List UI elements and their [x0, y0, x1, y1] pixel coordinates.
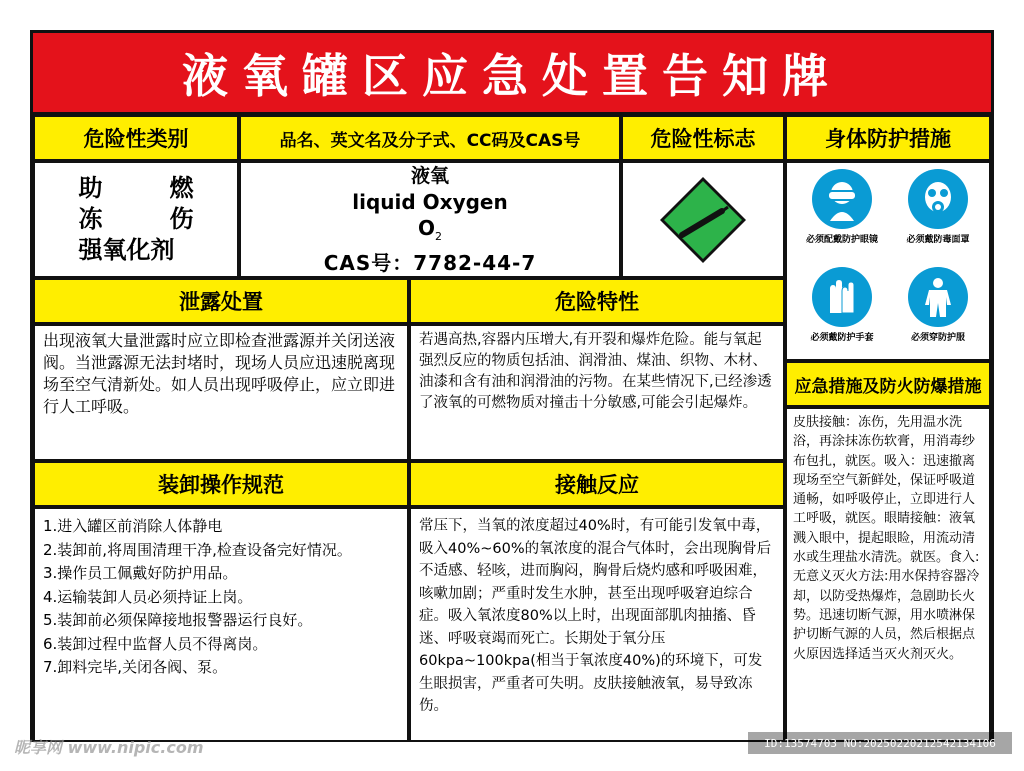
compressed-gas-sign-icon — [658, 175, 748, 265]
image-id-watermark: ID:13574703 NO:20250220212542134106 — [748, 732, 1012, 754]
list-item: 5.装卸前必须保障接地报警器运行良好。 — [43, 611, 313, 629]
product-en-name: liquid Oxygen — [352, 190, 508, 214]
header-loading: 装卸操作规范 — [33, 461, 409, 507]
gas-mask-icon — [908, 169, 968, 229]
header-hazard-category: 危险性类别 — [33, 115, 239, 161]
list-item: 3.操作员工佩戴好防护用品。 — [43, 564, 238, 582]
header-emergency: 应急措施及防火防爆措施 — [785, 361, 991, 407]
product-formula — [418, 215, 442, 250]
hazard-line — [79, 173, 194, 204]
leak-text: 出现液氧大量泄露时应立即检查泄露源并关闭送液阀。当泄露源无法封堵时，现场人员应迅速脱离现场至空气清新处。如人员出现呼吸停止，应立即进行人工呼吸。 — [33, 324, 409, 461]
hazard-sign-cell — [621, 161, 785, 278]
header-leak: 泄露处置 — [33, 278, 409, 324]
list-item: 1.进入罐区前消除人体静电 — [43, 517, 223, 535]
site-watermark: 昵享网 www.nipic.com — [14, 738, 204, 757]
hazard-char: 燃 — [169, 174, 194, 202]
hazard-category-cell — [33, 161, 239, 278]
board-title: 液氧罐区应急处置告知牌 — [33, 33, 991, 115]
emergency-text: 皮肤接触：冻伤，先用温水洗浴，再涂抹冻伤软膏，用消毒纱布包扎，就医。吸入：迅速撤离现场至空气新鲜处，保证呼吸道通畅，如呼吸停止，立即进行人工呼吸，就医。眼睛接触：液氧溅入眼中，提起眼睑，用流动清水或生理盐水清洗。就医。食入:无意义灭火方法:用水保持容器冷却，以防受热爆炸，急剧助长火势。迅速切断气源，用水喷淋保护切断气源的人员，然后根据点火原因选择适当灭火剂灭火。 — [785, 407, 991, 742]
list-item: 4.运输装卸人员必须持证上岗。 — [43, 587, 253, 606]
ppe-goggles — [799, 169, 885, 245]
loading-list — [33, 507, 409, 742]
header-body-protection: 身体防护措施 — [785, 115, 991, 161]
header-hazard-sign: 危险性标志 — [621, 115, 785, 161]
formula-sub: 2 — [435, 230, 442, 243]
header-contact: 接触反应 — [409, 461, 785, 507]
hazard-char: 冻 — [78, 205, 103, 233]
hazard-char: 助 — [78, 174, 103, 202]
list-item: 7.卸料完毕,关闭各阀、泵。 — [43, 658, 228, 676]
ppe-gloves — [799, 267, 885, 343]
ppe-gas-mask — [895, 169, 981, 245]
gloves-icon — [812, 267, 872, 327]
product-cn-name: 液氧 — [410, 165, 449, 187]
contact-text: 常压下，当氧的浓度超过40%时，有可能引发氧中毒，吸入40%~60%的氧浓度的混合气体时，会出现胸骨后不适感、轻咳，进而胸闷，胸骨后烧灼感和呼吸困难，咳嗽加剧；严重时发生水肿，甚至出现呼吸窘迫综合症。吸入氧浓度80%以上时，出现面部肌肉抽搐、昏迷、呼吸衰竭而死亡。长期处于氧分压60kpa~100kpa(相当于氧浓度40%)的环境下，可发生眼损害，严重者可失明。皮肤接触液氧，易导致冻伤。 — [409, 507, 785, 742]
notice-board — [30, 30, 994, 742]
list-item: 2.装卸前,将周围清理干净,检查设备完好情况。 — [43, 540, 352, 559]
ppe-label: 必须配戴防护眼镜 — [805, 235, 878, 245]
list-item: 6.装卸过程中监督人员不得离岗。 — [43, 634, 268, 653]
hazard-line — [79, 204, 194, 235]
header-danger: 危险特性 — [409, 278, 785, 324]
product-info-cell — [239, 161, 621, 278]
formula-main: O — [417, 216, 435, 240]
ppe-suit — [895, 267, 981, 343]
ppe-cell — [785, 161, 991, 361]
ppe-label: 必须戴防护手套 — [810, 333, 874, 343]
hazard-list — [79, 173, 194, 266]
ppe-label: 必须穿防护服 — [910, 333, 965, 343]
danger-text: 若遇高热,容器内压增大,有开裂和爆炸危险。能与氧起强烈反应的物质包括油、润滑油、煤油、织物、木材、油漆和含有油和润滑油的污物。在某些情况下,已经渗透了液氧的可燃物质对撞击十分敏感,可能会引起爆炸。 — [409, 324, 785, 461]
protective-suit-icon — [908, 267, 968, 327]
hazard-line: 强氧化剂 — [78, 236, 175, 264]
goggles-icon — [812, 169, 872, 229]
ppe-label: 必须戴防毒面罩 — [906, 235, 970, 245]
header-product-name: 品名、英文名及分子式、CC码及CAS号 — [239, 115, 621, 161]
product-cas: CAS号：7782-44-7 — [323, 251, 537, 275]
hazard-char: 伤 — [169, 205, 194, 233]
